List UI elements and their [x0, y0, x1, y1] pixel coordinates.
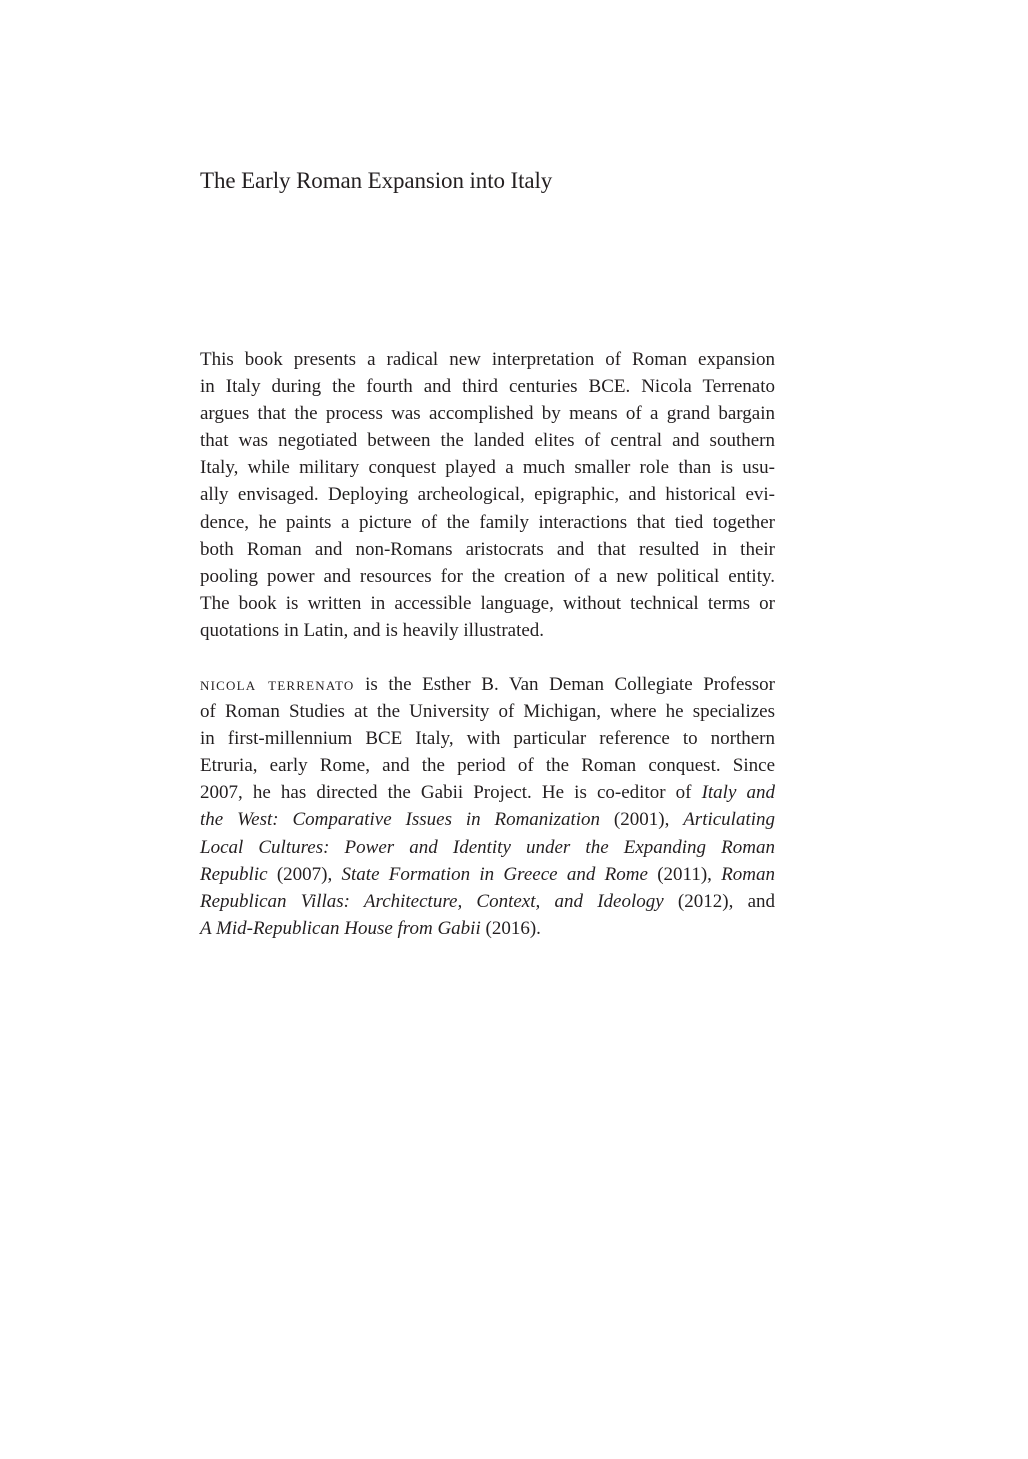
bio-line: of Roman Studies at the University of Michigan, where he specializes — [200, 701, 775, 723]
description-line: that was negotiated between the landed elites of central and southern — [200, 430, 775, 452]
work-year: (2016). — [480, 917, 541, 939]
description-line: The book is written in accessible language, without technical terms or — [200, 592, 775, 614]
page-title: The Early Roman Expansion into Italy — [200, 168, 553, 193]
description-line: ally envisaged. Deploying archeological, epigraphic, and historical evi- — [200, 484, 775, 506]
bio-line — [200, 888, 775, 915]
work-title: Local Cultures: Power and Identity under the Expanding Roman — [200, 836, 775, 858]
work-title: Articulating — [683, 809, 776, 831]
book-description — [200, 346, 775, 644]
bio-line: in first-millennium BCE Italy, with particular reference to northern — [200, 728, 775, 750]
work-title: Republican Villas: Architecture, Context, and Ideology — [200, 890, 664, 912]
bio-line — [200, 806, 775, 833]
bio-line — [200, 861, 775, 888]
work-year: (2001), — [600, 809, 684, 831]
work-title: Italy and — [701, 782, 776, 804]
description-line: This book presents a radical new interpretation of Roman expansion — [200, 349, 775, 370]
author-name: nicola terrenato — [200, 674, 355, 695]
description-line: argues that the process was accomplished by means of a grand bargain — [200, 403, 775, 425]
bio-line — [200, 834, 775, 861]
description-line: pooling power and resources for the creation of a new political entity. — [200, 565, 775, 587]
description-line: dence, he paints a picture of the family interactions that tied together — [200, 511, 775, 533]
bio-line: Etruria, early Rome, and the period of the Roman conquest. Since — [200, 755, 775, 777]
bio-line — [200, 671, 775, 698]
description-line: in Italy during the fourth and third centuries BCE. Nicola Terrenato — [200, 376, 775, 398]
work-title: A Mid-Republican House from Gabii — [200, 917, 481, 939]
description-line: quotations in Latin, and is heavily illustrated. — [200, 619, 545, 641]
bio-text: 2007, he has directed the Gabii Project. He is co-editor of — [200, 782, 702, 804]
description-line: both Roman and non-Romans aristocrats and that resulted in their — [200, 538, 775, 560]
work-title: the West: Comparative Issues in Romanization — [200, 809, 601, 831]
bio-line — [200, 915, 775, 942]
description-line: Italy, while military conquest played a much smaller role than is usu- — [200, 457, 775, 479]
work-year: (2012), and — [663, 890, 775, 912]
author-bio — [200, 671, 775, 942]
work-year: (2007), — [267, 863, 342, 885]
bio-text: is the Esther B. Van Deman Collegiate Professor — [354, 674, 775, 695]
work-title: Republic — [200, 863, 268, 885]
work-title: Roman — [721, 863, 776, 885]
work-title: State Formation in Greece and Rome — [341, 863, 648, 885]
work-year: (2011), — [647, 863, 722, 885]
bio-line — [200, 779, 775, 806]
